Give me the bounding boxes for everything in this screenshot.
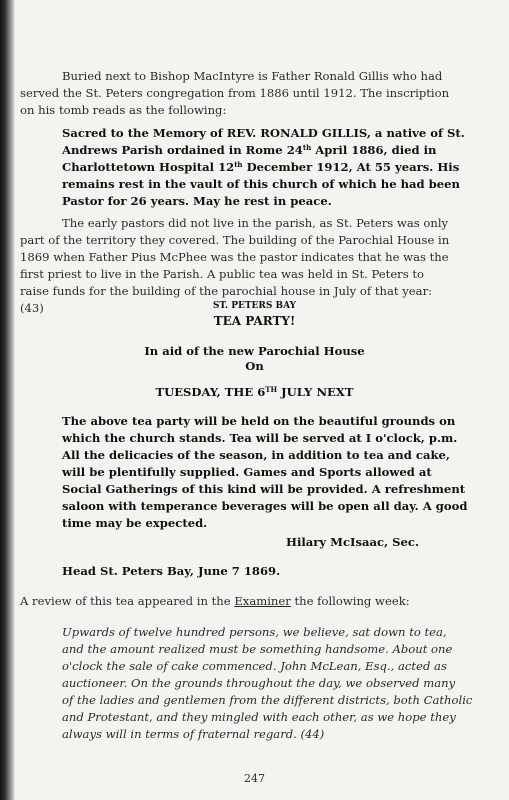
intro-line-2: served the St. Peters congregation from 1886 until 1912. The inscription bbox=[20, 86, 450, 100]
inscription-line-2: Andrews Parish ordained in Rome 24th April 1886, died in bbox=[62, 143, 437, 157]
early-pastors-line-3: 1869 when Father Pius McPhee was the pastor indicates that he was the bbox=[20, 250, 449, 264]
early-pastors-line-2: part of the territory they covered. The building of the Parochial House in bbox=[20, 233, 450, 247]
notice-event: TEA PARTY! bbox=[213, 314, 296, 328]
inscription-line-5: Pastor for 26 years. May he rest in peace. bbox=[62, 194, 332, 208]
notice-body-line-2: which the church stands. Tea will be served at I o'clock, p.m. bbox=[62, 431, 458, 445]
notice-dateline: Head St. Peters Bay, June 7 1869. bbox=[62, 564, 281, 578]
notice-place: ST. PETERS BAY bbox=[212, 301, 297, 311]
review-intro: A review of this tea appeared in the Examiner the following week: bbox=[20, 594, 410, 608]
quote-line-7: always will in terms of fraternal regard. (44) bbox=[62, 727, 325, 741]
notice-body-line-7: time may be expected. bbox=[62, 516, 208, 530]
quote-line-2: and the amount realized must be something handsome. About one bbox=[62, 642, 453, 656]
quote-line-4: auctioneer. On the grounds throughout the day, we observed many bbox=[62, 676, 456, 690]
notice-on: On bbox=[245, 359, 264, 373]
notice-body-line-4: will be plentifully supplied. Games and Sports allowed at bbox=[62, 465, 432, 479]
inscription-line-3: Charlottetown Hospital 12th December 1912, At 55 years. His bbox=[62, 160, 460, 174]
newspaper-title: Examiner bbox=[234, 594, 291, 608]
quote-line-6: and Protestant, and they mingled with each other, as we hope they bbox=[62, 710, 456, 724]
early-pastors-line-4: first priest to live in the Parish. A public tea was held in St. Peters to bbox=[20, 267, 424, 281]
notice-signature: Hilary McIsaac, Sec. bbox=[286, 535, 419, 549]
notice-aid: In aid of the new Parochial House bbox=[144, 344, 365, 358]
early-pastors-line-6: (43) bbox=[20, 301, 44, 315]
notice-body-line-5: Social Gatherings of this kind will be provided. A refreshment bbox=[62, 482, 466, 496]
inscription-line-4: remains rest in the vault of this church of which he had been bbox=[62, 177, 460, 191]
quote-line-3: o'clock the sale of cake commenced. John McLean, Esq., acted as bbox=[62, 659, 447, 673]
notice-body-line-3: All the delicacies of the season, in addition to tea and cake, bbox=[62, 448, 450, 462]
early-pastors-line-1: The early pastors did not live in the parish, as St. Peters was only bbox=[62, 216, 449, 230]
notice-body-line-6: saloon with temperance beverages will be open all day. A good bbox=[62, 499, 468, 513]
intro-line-3: on his tomb reads as the following: bbox=[20, 103, 227, 117]
inscription-line-1: Sacred to the Memory of REV. RONALD GILLIS, a native of St. bbox=[62, 126, 465, 140]
notice-body-line-1: The above tea party will be held on the beautiful grounds on bbox=[62, 414, 456, 428]
notice-date: TUESDAY, THE 6TH JULY NEXT bbox=[155, 385, 354, 399]
intro-line-1: Buried next to Bishop MacIntyre is Father Ronald Gillis who had bbox=[62, 69, 443, 83]
quote-line-1: Upwards of twelve hundred persons, we believe, sat down to tea, bbox=[62, 625, 447, 639]
quote-line-5: of the ladies and gentlemen from the different districts, both Catholic bbox=[62, 693, 473, 707]
page-number: 247 bbox=[244, 772, 265, 785]
early-pastors-line-5: raise funds for the building of the parochial house in July of that year: bbox=[20, 284, 433, 298]
